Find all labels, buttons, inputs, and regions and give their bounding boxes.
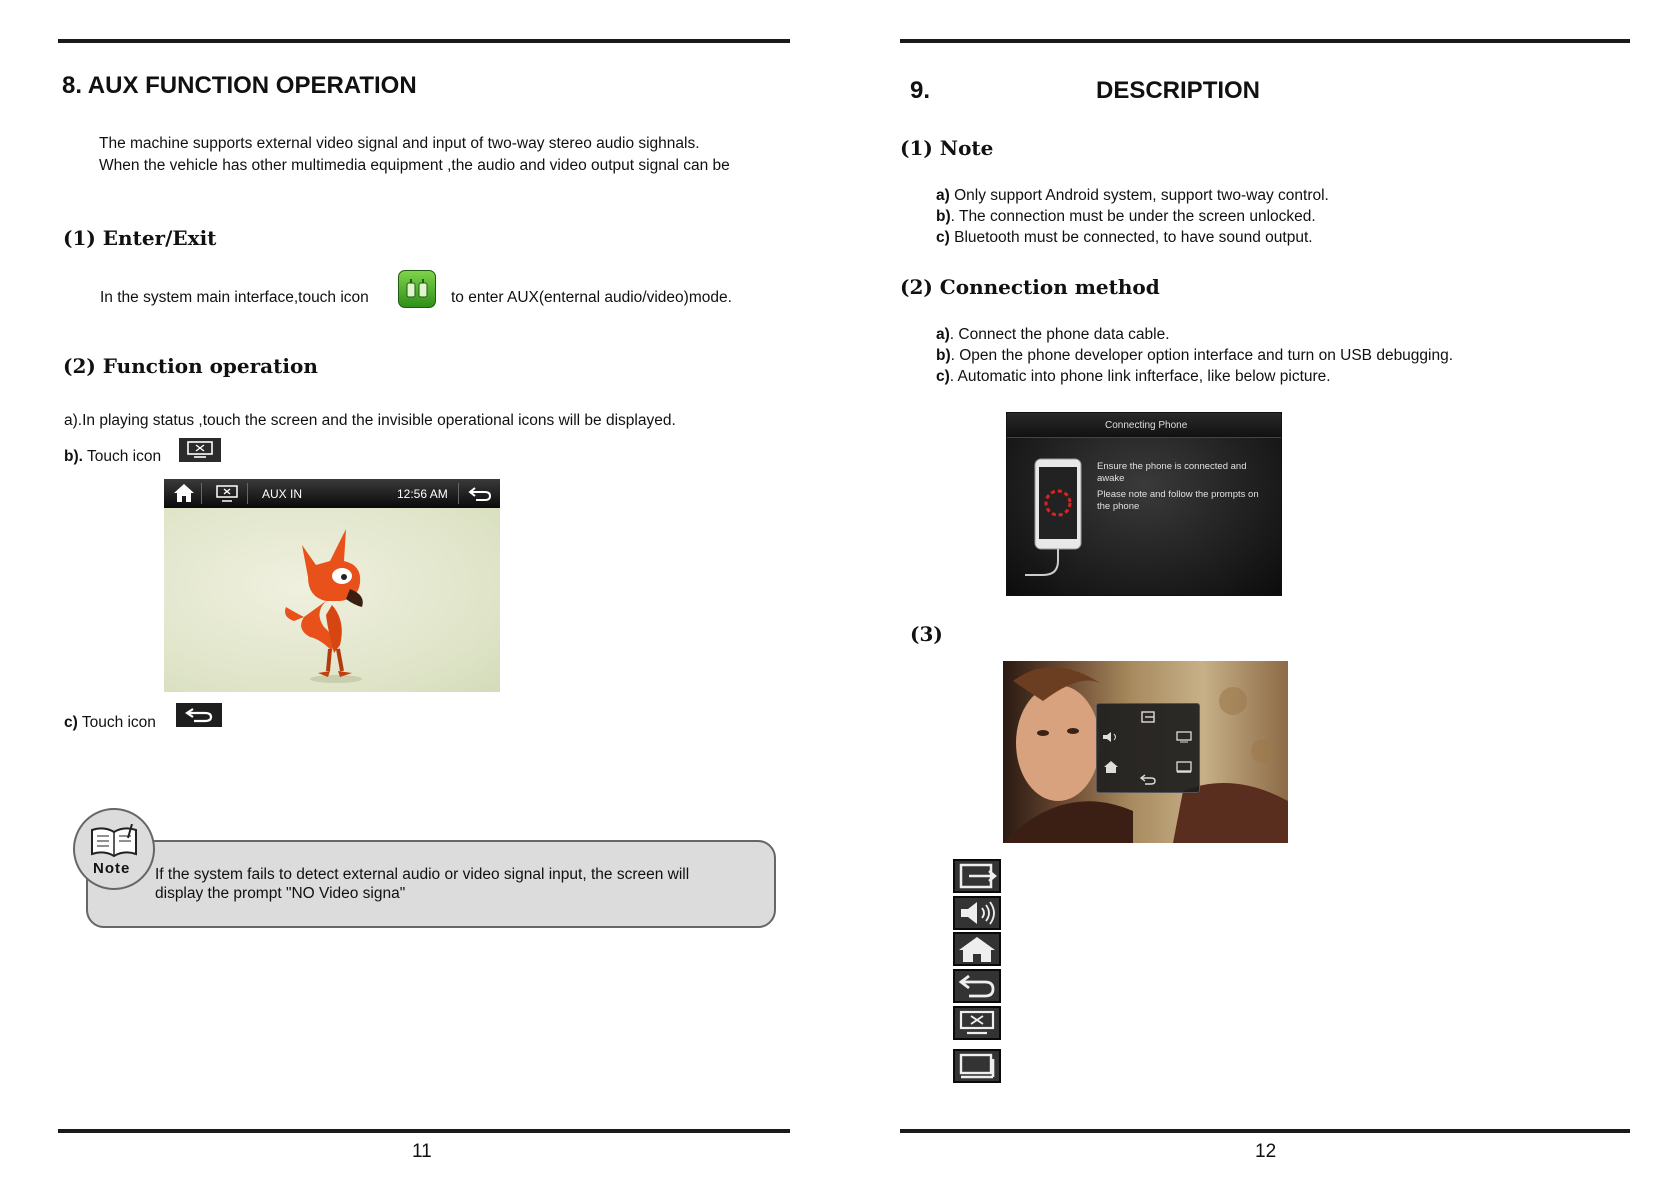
phone-screen-line-3: Please note and follow the prompts on <box>1097 489 1259 500</box>
volume-icon <box>953 896 1001 930</box>
window-icon[interactable] <box>1175 760 1193 774</box>
connection-method-heading: (2) Connection method <box>900 275 1160 299</box>
home-icon[interactable] <box>1103 760 1119 774</box>
step-b-text: Touch icon <box>82 448 162 465</box>
enter-exit-heading: (1) Enter/Exit <box>63 226 217 250</box>
phone-screen-line-4: the phone <box>1097 501 1140 512</box>
bar-divider <box>458 483 459 504</box>
video-overlay-screenshot <box>1003 661 1288 843</box>
right-top-rule <box>900 39 1630 43</box>
connecting-phone-screenshot <box>1006 412 1282 596</box>
screen-icon <box>953 1006 1001 1040</box>
bar-divider <box>247 483 248 504</box>
right-page-number-heading: 9. <box>910 77 931 104</box>
aux-plug-icon <box>404 277 430 301</box>
right-bottom-rule <box>900 1129 1630 1133</box>
back-icon <box>953 969 1001 1003</box>
step-b-prefix: b). <box>64 448 83 465</box>
overlay-control-panel <box>1096 703 1200 793</box>
aux-screen-top-bar <box>164 479 500 508</box>
intro-line-1: The machine supports external video signal and input of two-way stereo audio sighnals. <box>99 135 700 152</box>
step-b-line <box>64 446 161 467</box>
enter-text-before: In the system main interface,touch icon <box>100 289 369 306</box>
aux-screen-title: AUX IN <box>262 487 303 501</box>
home-icon <box>953 932 1001 966</box>
screen-toggle-icon[interactable] <box>179 438 221 462</box>
exit-icon <box>953 859 1001 893</box>
method-item-a: a). Connect the phone data cable. <box>936 326 1170 343</box>
note-item-a: a) Only support Android system, support two-way control. <box>936 187 1329 204</box>
back-button-icon[interactable] <box>176 703 222 727</box>
phone-illustration <box>1025 457 1105 587</box>
phone-screen-title: Connecting Phone <box>1105 420 1188 431</box>
note-item-b: b). The connection must be under the screen unlocked. <box>936 208 1316 225</box>
back-icon[interactable] <box>1139 772 1157 786</box>
volume-icon[interactable] <box>1101 730 1121 744</box>
back-icon[interactable] <box>467 484 493 504</box>
left-page-number: 11 <box>412 1141 432 1162</box>
step-c-prefix: c) <box>64 714 78 731</box>
note-line-2: display the prompt "NO Video signa" <box>155 885 406 902</box>
book-icon <box>88 824 140 858</box>
screen-toggle-icon[interactable] <box>215 484 239 504</box>
aux-screen-time: 12:56 AM <box>397 487 448 501</box>
note-badge <box>73 808 155 890</box>
note-line-1: If the system fails to detect external audio or video signal input, the screen will <box>155 866 690 883</box>
left-bottom-rule <box>58 1129 790 1133</box>
note-item-c: c) Bluetooth must be connected, to have sound output. <box>936 229 1313 246</box>
step-a-text: a).In playing status ,touch the screen and the invisible operational icons will be displayed. <box>64 412 676 429</box>
note-callout <box>86 840 776 928</box>
method-item-b: b). Open the phone developer option interface and turn on USB debugging. <box>936 347 1454 364</box>
aux-app-icon[interactable] <box>398 270 436 308</box>
note-label: Note <box>93 860 131 877</box>
left-top-rule <box>58 39 790 43</box>
bar-divider <box>201 483 202 504</box>
intro-line-2: When the vehicle has other multimedia equipment ,the audio and video output signal can be <box>99 157 730 174</box>
exit-icon[interactable] <box>1140 710 1156 724</box>
phone-screen-line-2: awake <box>1097 473 1125 484</box>
step-c-line <box>64 712 156 733</box>
screen-icon[interactable] <box>1175 730 1193 744</box>
cartoon-fox-image <box>274 521 394 686</box>
aux-screen-screenshot <box>164 479 500 692</box>
right-page-title: DESCRIPTION <box>1096 77 1261 104</box>
enter-text-after: to enter AUX(enternal audio/video)mode. <box>451 289 732 306</box>
section-3-heading: (3) <box>910 622 943 646</box>
right-page-number: 12 <box>1255 1141 1277 1162</box>
left-page-title: 8. AUX FUNCTION OPERATION <box>62 72 417 99</box>
note-heading: (1) Note <box>900 136 994 160</box>
function-operation-heading: (2) Function operation <box>63 354 318 378</box>
step-c-text: Touch icon <box>77 714 156 731</box>
home-icon[interactable] <box>172 482 196 504</box>
window-icon <box>953 1049 1001 1083</box>
phone-screen-line-1: Ensure the phone is connected and <box>1097 461 1247 472</box>
method-item-c: c). Automatic into phone link infterface, like below picture. <box>936 368 1331 385</box>
